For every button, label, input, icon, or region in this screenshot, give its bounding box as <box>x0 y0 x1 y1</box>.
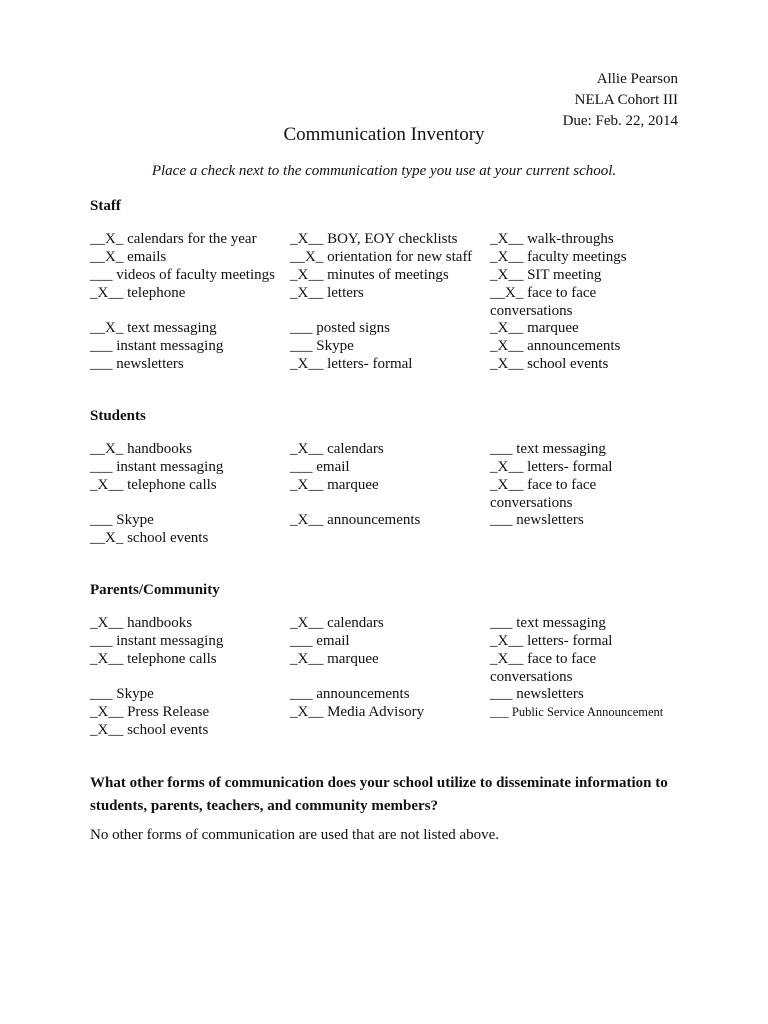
list-item: ___ email <box>290 459 350 475</box>
list-item: _X__ telephone <box>90 285 186 301</box>
list-item: ___ newsletters <box>490 686 584 702</box>
list-item: ___ Skype <box>90 512 154 528</box>
parents-col2b <box>290 685 424 721</box>
list-item: _X__ Media Advisory <box>290 704 425 720</box>
list-item: _X__ calendars <box>290 615 384 631</box>
list-item: _X__ school events <box>90 722 209 738</box>
students-col1 <box>90 440 223 494</box>
document-title: Communication Inventory <box>283 124 485 145</box>
list-item: _X__ letters- formal <box>290 356 413 372</box>
list-item: _X__ face to face conversations <box>490 651 597 685</box>
list-item: __X_ emails <box>90 249 167 265</box>
staff-col3 <box>490 230 680 320</box>
list-item: ___ text messaging <box>490 441 606 457</box>
list-item: __X_ face to face conversations <box>490 285 597 319</box>
students-heading: Students <box>90 408 146 424</box>
parents-col2 <box>290 614 384 668</box>
list-item: _X__ telephone calls <box>90 651 217 667</box>
list-item: ___ announcements <box>290 686 410 702</box>
answer-text: No other forms of communication are used that are not listed above. <box>90 827 500 843</box>
list-item: _X__ marquee <box>290 477 379 493</box>
staff-col3b <box>490 319 620 373</box>
list-item: ___ instant messaging <box>90 338 224 354</box>
author-name: Allie Pearson <box>596 71 678 87</box>
list-item: _X__ calendars <box>290 441 384 457</box>
students-col1b <box>90 511 208 547</box>
list-item: _X__ marquee <box>490 320 579 336</box>
list-item: _X__ letters- formal <box>490 633 613 649</box>
question-text: What other forms of communication does your school utilize to disseminate information to students, parents, teachers, and community members? <box>90 775 668 814</box>
list-item: _X__ marquee <box>290 651 379 667</box>
list-item: _X__ handbooks <box>90 615 193 631</box>
list-item: __X_ handbooks <box>90 441 193 457</box>
parents-col3b <box>490 685 663 721</box>
list-item: __X_ school events <box>90 530 209 546</box>
students-col2b <box>290 511 420 529</box>
due-date: Due: Feb. 22, 2014 <box>562 113 678 129</box>
staff-col1b <box>90 319 223 373</box>
list-item: ___ instant messaging <box>90 633 224 649</box>
list-item: __X_ orientation for new staff <box>290 249 473 265</box>
list-item: ___ videos of faculty meetings <box>90 267 275 283</box>
list-item: _X__ SIT meeting <box>490 267 602 283</box>
list-item: ___ newsletters <box>90 356 184 372</box>
list-item: _X__ face to face conversations <box>490 477 597 511</box>
list-item: _X__ letters- formal <box>490 459 613 475</box>
cohort-label: NELA Cohort III <box>574 92 678 108</box>
list-item: _X__ faculty meetings <box>490 249 627 265</box>
staff-col2b <box>290 319 412 373</box>
students-col3 <box>490 440 680 512</box>
list-item: _X__ announcements <box>490 338 621 354</box>
parents-col3 <box>490 614 680 686</box>
parents-col1b <box>90 685 209 739</box>
list-item: __X_ text messaging <box>90 320 217 336</box>
list-item: _X__ Press Release <box>90 704 210 720</box>
list-item: ___ Public Service Announcement <box>490 705 664 719</box>
instruction-text: Place a check next to the communication type you use at your current school. <box>151 163 617 179</box>
list-item: ___ Skype <box>90 686 154 702</box>
list-item: __X_ calendars for the year <box>90 231 257 247</box>
students-col2 <box>290 440 384 494</box>
parents-heading: Parents/Community <box>90 582 220 598</box>
staff-col1 <box>90 230 275 302</box>
list-item: _X__ minutes of meetings <box>290 267 449 283</box>
list-item: _X__ letters <box>290 285 364 301</box>
list-item: ___ posted signs <box>290 320 391 336</box>
list-item: _X__ announcements <box>290 512 421 528</box>
list-item: ___ newsletters <box>490 512 584 528</box>
parents-col1 <box>90 614 223 668</box>
staff-col2 <box>290 230 472 302</box>
list-item: _X__ walk-throughs <box>490 231 614 247</box>
list-item: ___ Skype <box>290 338 354 354</box>
list-item: _X__ BOY, EOY checklists <box>290 231 458 247</box>
list-item: ___ instant messaging <box>90 459 224 475</box>
list-item: ___ text messaging <box>490 615 606 631</box>
list-item: ___ email <box>290 633 350 649</box>
staff-heading: Staff <box>90 198 121 214</box>
students-col3b <box>490 511 584 529</box>
list-item: _X__ school events <box>490 356 609 372</box>
list-item: _X__ telephone calls <box>90 477 217 493</box>
